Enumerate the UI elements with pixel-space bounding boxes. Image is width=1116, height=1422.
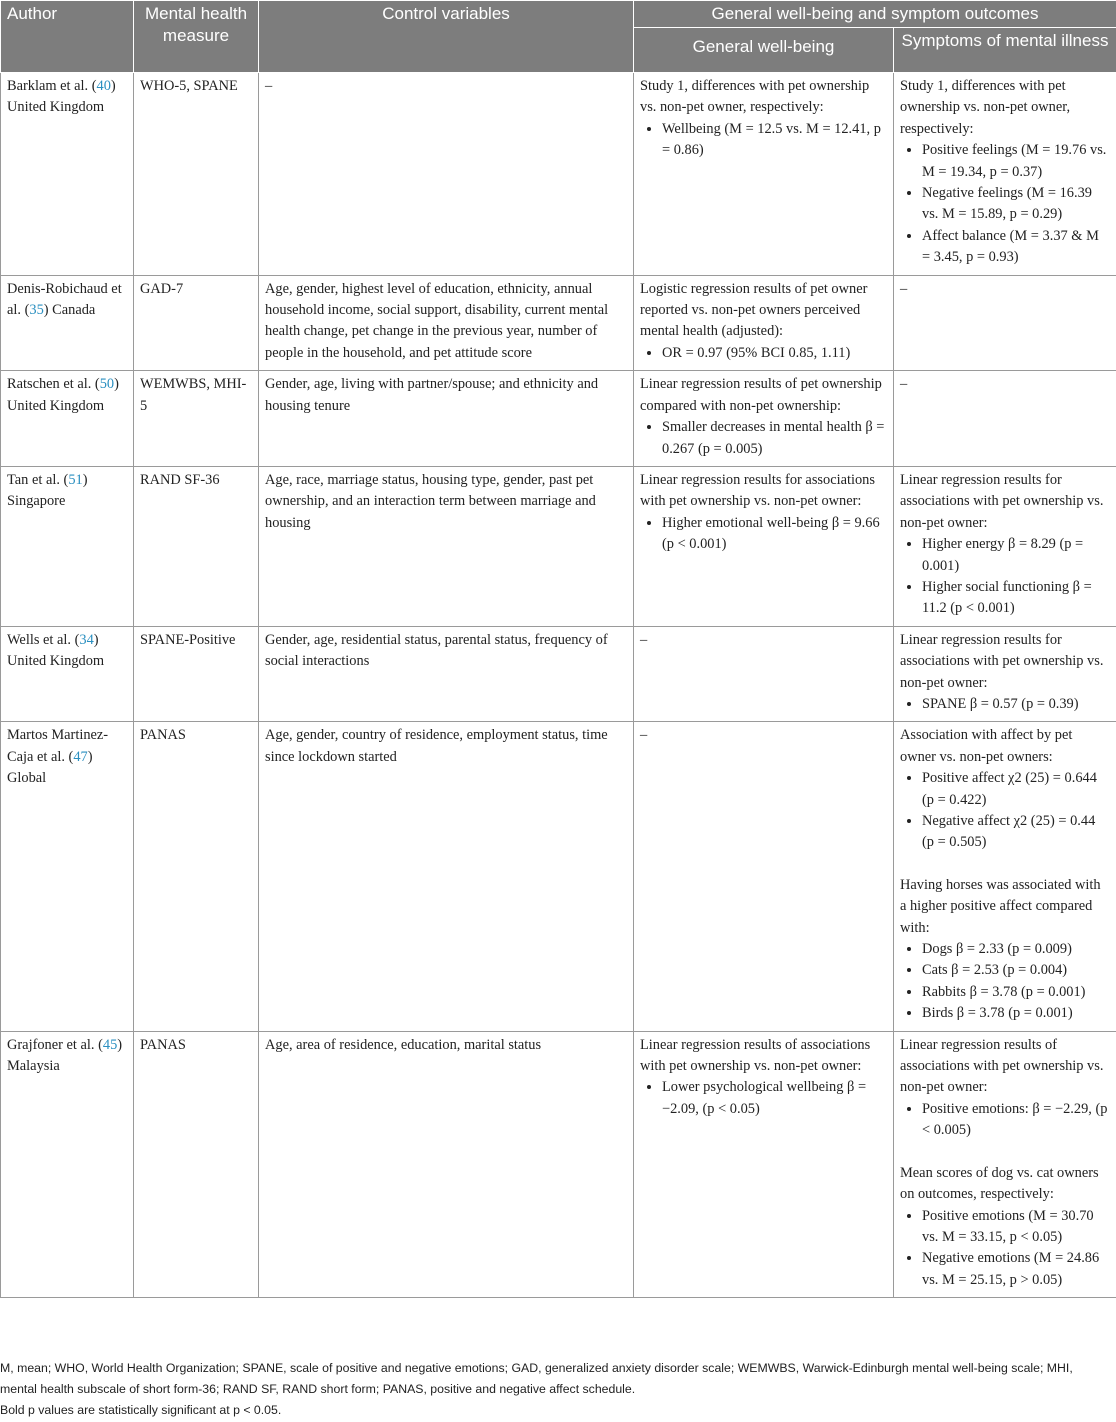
header-outcomes-group: General well-being and symptom outcomes (634, 1, 1116, 28)
list-item: • Lower psychological wellbeing β = −2.09, (p < 0.05) (662, 1077, 887, 1120)
measure-cell: WHO-5, SPANE (134, 73, 259, 276)
author-cell: Grajfoner et al. (45) Malaysia (1, 1031, 134, 1297)
citation-link[interactable]: 34 (79, 631, 94, 648)
header-symptoms: Symptoms of mental illness (894, 28, 1116, 73)
measure-cell: SPANE-Positive (134, 626, 259, 722)
table-row (1, 466, 1116, 626)
list-item: • Higher social functioning β = 11.2 (p < 0.001) (922, 577, 1110, 620)
controls-cell: Age, race, marriage status, housing type, gender, past pet ownership, and an interaction term between marriage and housing (259, 466, 634, 626)
controls-cell: Gender, age, residential status, parental status, frequency of social interactions (259, 626, 634, 722)
table-row (1, 275, 1116, 371)
citation-link[interactable]: 35 (29, 302, 44, 319)
header-wellbeing: General well-being (634, 28, 894, 73)
measure-cell: PANAS (134, 1031, 259, 1297)
header-controls: Control variables (259, 1, 634, 73)
list-item: • Positive feelings (M = 19.76 vs. M = 19.34, p = 0.37) (922, 140, 1110, 183)
wellbeing-cell: – (634, 722, 894, 1031)
symptoms-cell: Linear regression results for associations with pet ownership vs. non-pet owner: • SPANE β = 0.57 (p = 0.39) (894, 626, 1116, 722)
controls-cell: Age, area of residence, education, marital status (259, 1031, 634, 1297)
wellbeing-cell: Linear regression results of associations with pet ownership vs. non-pet owner: • Lower psychological wellbeing β = −2.09, (p < 0.05) (634, 1031, 894, 1297)
list-item: • Birds β = 3.78 (p = 0.001) (922, 1003, 1110, 1024)
list-item: • OR = 0.97 (95% BCI 0.85, 1.11) (662, 343, 887, 364)
list-item: • Rabbits β = 3.78 (p = 0.001) (922, 982, 1110, 1003)
author-cell: Tan et al. (51) Singapore (1, 466, 134, 626)
wellbeing-cell: Linear regression results of pet ownership compared with non-pet ownership: • Smaller decreases in mental health β = 0.267 (p = 0.005) (634, 371, 894, 467)
citation-link[interactable]: 50 (99, 376, 115, 393)
wellbeing-cell: Logistic regression results of pet owner reported vs. non-pet owners perceived mental health (adjusted): • OR = 0.97 (95% BCI 0.85, 1.11) (634, 275, 894, 371)
list-item: • Higher energy β = 8.29 (p = 0.001) (922, 534, 1110, 577)
author-cell: Barklam et al. (40) United Kingdom (1, 73, 134, 276)
citation-link[interactable]: 51 (68, 471, 83, 488)
footnote-abbreviations: M, mean; WHO, World Health Organization; SPANE, scale of positive and negative emotions; GAD, generalized anxiety disorder scale; WEMWBS, Warwick-Edinburgh mental well-being scale; MHI, mental health subscale of short form-36; RAND SF, RAND short form; PANAS, positive and negative affect schedule. (0, 1361, 1073, 1396)
measure-cell: RAND SF-36 (134, 466, 259, 626)
symptoms-cell: Association with affect by pet owner vs. non-pet owners: • Positive affect χ2 (25) = 0.644 (p = 0.422) • Negative affect χ2 (25) = 0.44 (p = 0.505) Having horses was associated with a higher positive affect compared with: • Dogs β = 2.33 (p = 0.009) • Cats β = 2.53 (p = 0.004) • Rabbits β = 3.78 (p = 0.001) • Birds β = 3.78 (p = 0.001) (894, 722, 1116, 1031)
list-item: • Wellbeing (M = 12.5 vs. M = 12.41, p = 0.86) (662, 119, 887, 162)
measure-cell: WEMWBS, MHI-5 (134, 371, 259, 467)
list-item: • Dogs β = 2.33 (p = 0.009) (922, 939, 1110, 960)
table-row (1, 626, 1116, 722)
wellbeing-cell: Study 1, differences with pet ownership vs. non-pet owner, respectively: • Wellbeing (M = 12.5 vs. M = 12.41, p = 0.86) (634, 73, 894, 276)
wellbeing-cell: – (634, 626, 894, 722)
list-item: • Smaller decreases in mental health β = 0.267 (p = 0.005) (662, 417, 887, 460)
measure-cell: GAD-7 (134, 275, 259, 371)
symptoms-cell: – (894, 371, 1116, 467)
table-footnote (0, 1358, 1110, 1421)
controls-cell: Age, gender, country of residence, employment status, time since lockdown started (259, 722, 634, 1031)
author-cell: Wells et al. (34) United Kingdom (1, 626, 134, 722)
author-cell: Ratschen et al. (50) United Kingdom (1, 371, 134, 467)
list-item: • Affect balance (M = 3.37 & M = 3.45, p = 0.93) (922, 226, 1110, 269)
list-item: • SPANE β = 0.57 (p = 0.39) (922, 694, 1110, 715)
symptoms-cell: – (894, 275, 1116, 371)
citation-link[interactable]: 47 (73, 748, 88, 765)
list-item: • Negative affect χ2 (25) = 0.44 (p = 0.505) (922, 811, 1110, 854)
author-cell: Martos Martinez-Caja et al. (47) Global (1, 722, 134, 1031)
header-measure: Mental health measure (134, 1, 259, 73)
list-item: • Positive emotions: β = −2.29, (p < 0.005) (922, 1099, 1110, 1142)
citation-link[interactable]: 40 (96, 78, 111, 94)
table-row (1, 722, 1116, 1031)
controls-cell: Gender, age, living with partner/spouse; and ethnicity and housing tenure (259, 371, 634, 467)
table-row (1, 371, 1116, 467)
footnote-significance: Bold p values are statistically significant at p < 0.05. (0, 1403, 282, 1417)
header-author: Author (1, 1, 134, 73)
controls-cell: Age, gender, highest level of education, ethnicity, annual household income, social support, disability, current mental health change, pet change in the previous year, number of people in the household, and pet attitude score (259, 275, 634, 371)
symptoms-cell: Linear regression results for associations with pet ownership vs. non-pet owner: • Higher energy β = 8.29 (p = 0.001) • Higher social functioning β = 11.2 (p < 0.001) (894, 466, 1116, 626)
list-item: • Positive affect χ2 (25) = 0.644 (p = 0.422) (922, 768, 1110, 811)
list-item: • Negative feelings (M = 16.39 vs. M = 15.89, p = 0.29) (922, 183, 1110, 226)
table-row (1, 73, 1116, 276)
measure-cell: PANAS (134, 722, 259, 1031)
wellbeing-cell: Linear regression results for associations with pet ownership vs. non-pet owner: • Higher emotional well-being β = 9.66 (p < 0.001) (634, 466, 894, 626)
table-row (1, 1031, 1116, 1297)
controls-cell: – (259, 73, 634, 276)
list-item: • Positive emotions (M = 30.70 vs. M = 33.15, p < 0.05) (922, 1206, 1110, 1249)
list-item: • Negative emotions (M = 24.86 vs. M = 25.15, p > 0.05) (922, 1248, 1110, 1291)
list-item: • Higher emotional well-being β = 9.66 (p < 0.001) (662, 513, 887, 556)
list-item: • Cats β = 2.53 (p = 0.004) (922, 960, 1110, 981)
author-cell: Denis-Robichaud et al. (35) Canada (1, 275, 134, 371)
symptoms-cell: Linear regression results of associations with pet ownership vs. non-pet owner: • Positive emotions: β = −2.29, (p < 0.005) Mean scores of dog vs. cat owners on outcomes, respectively: • Positive emotions (M = 30.70 vs. M = 33.15, p < 0.05) • Negative emotions (M = 24.86 vs. M = 25.15, p > 0.05) (894, 1031, 1116, 1297)
citation-link[interactable]: 45 (102, 1036, 118, 1053)
symptoms-cell: Study 1, differences with pet ownership vs. non-pet owner, respectively: • Positive feelings (M = 19.76 vs. M = 19.34, p = 0.37) • Negative feelings (M = 16.39 vs. M = 15.89, p = 0.29) • Affect balance (M = 3.37 & M = 3.45, p = 0.93) (894, 73, 1116, 276)
